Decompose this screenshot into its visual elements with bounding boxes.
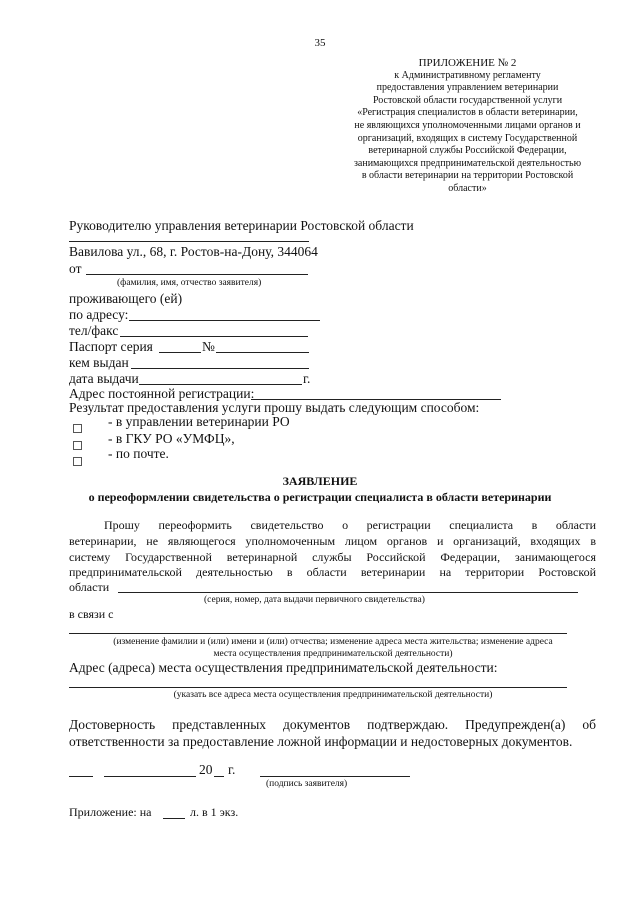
delivery-intro: Результат предоставления услуги прошу выдать следующим способом: [69, 400, 480, 415]
passport-number-field[interactable] [216, 352, 309, 353]
from-caption: (фамилия, имя, отчество заявителя) [117, 278, 262, 288]
day-field[interactable] [69, 776, 93, 777]
statement-subtitle: о переоформлении свидетельства о регистрации специалиста в области ветеринарии [88, 490, 552, 504]
attachment-pages-field[interactable] [163, 818, 185, 819]
address-field[interactable] [129, 320, 320, 321]
year-prefix: 20 [199, 762, 213, 777]
appendix-line: области» [448, 182, 487, 194]
passport-series-field[interactable] [159, 352, 201, 353]
issue-date-suffix: г. [303, 371, 311, 386]
appendix-title: ПРИЛОЖЕНИЕ № 2 [418, 57, 517, 69]
passport-number-label: № [202, 339, 215, 354]
signature-field[interactable] [260, 776, 410, 777]
statement-body-line: систему Государственной ветеринарной службы Российской Федерации, занимающегося [69, 550, 596, 564]
page-number: 35 [314, 37, 326, 49]
year-suffix: г. [228, 762, 236, 777]
appendix-line: в области ветеринарии на территории Ростовской [361, 170, 574, 182]
statement-body-line: Прошу переоформить свидетельство о регистрации специалиста в области [104, 518, 596, 532]
business-address-caption: (указать все адреса места осуществления предпринимательской деятельности) [173, 690, 493, 700]
reason-caption: места осуществления предпринимательской деятельности) [213, 649, 453, 659]
from-label: от [69, 261, 82, 276]
attachment-suffix: л. в 1 экз. [190, 805, 239, 819]
appendix-line: Ростовской области государственной услуги [372, 94, 563, 106]
appendix-line: предоставления управлением ветеринарии [376, 82, 559, 94]
statement-body-line: предпринимательской деятельностью в области ветеринарии на территории Ростовской [69, 565, 596, 579]
reason-field[interactable] [69, 633, 567, 634]
reg-address-label: Адрес постоянной регистрации: [69, 386, 255, 401]
certificate-field[interactable] [118, 592, 578, 593]
reason-label: в связи с [69, 607, 114, 621]
delivery-option-checkbox[interactable] [73, 453, 82, 471]
year-field[interactable] [214, 776, 224, 777]
appendix-line: не являющихся уполномоченными лицами органов и [354, 119, 581, 131]
issued-by-field[interactable] [131, 368, 309, 369]
confirmation-line: Достоверность представленных документов подтверждаю. Предупрежден(а) об [69, 717, 596, 732]
appendix-block [345, 57, 590, 196]
address-label: по адресу: [69, 307, 129, 322]
appendix-line: ветеринарной службы Российской Федерации, [368, 145, 567, 157]
addressee-address: Вавилова ул., 68, г. Ростов-на-Дону, 344064 [69, 244, 318, 259]
attachment-label: Приложение: на [69, 805, 152, 819]
month-field[interactable] [104, 776, 196, 777]
signature-caption: (подпись заявителя) [266, 779, 348, 789]
appendix-line: «Регистрация специалистов в области ветеринарии, [357, 107, 578, 119]
from-field[interactable] [86, 274, 308, 275]
business-address-label: Адрес (адреса) места осуществления предпринимательской деятельности: [69, 660, 498, 675]
passport-label: Паспорт серия [69, 339, 153, 354]
addressee: Руководителю управления ветеринарии Ростовской области [69, 218, 414, 233]
issue-date-label: дата выдачи [69, 371, 139, 386]
statement-title: ЗАЯВЛЕНИЕ [282, 474, 358, 488]
oblast-label: области [69, 580, 110, 594]
delivery-option-label: - в управлении ветеринарии РО [108, 414, 290, 429]
certificate-caption: (серия, номер, дата выдачи первичного свидетельства) [204, 595, 425, 605]
delivery-option-checkbox[interactable] [73, 420, 82, 438]
issued-by-label: кем выдан [69, 355, 129, 370]
residing-label: проживающего (ей) [69, 291, 183, 306]
phone-field[interactable] [120, 336, 308, 337]
addressee-underline [69, 241, 309, 242]
phone-label: тел/факс [69, 323, 119, 338]
delivery-option-label: - по почте. [108, 446, 169, 461]
delivery-option-label: - в ГКУ РО «УМФЦ», [108, 431, 235, 446]
statement-body-line: ветеринарии, не являющегося уполномоченным лицом органов и организаций, входящих в [69, 534, 596, 548]
reason-caption: (изменение фамилии и (или) имени и (или) отчества; изменение адреса места жительства; изменение адреса [113, 637, 553, 647]
confirmation-line: ответственности за предоставление ложной информации и недостоверных документов. [69, 734, 573, 749]
issue-date-field[interactable] [139, 384, 302, 385]
appendix-line: занимающихся предпринимательской деятельностью [353, 157, 582, 169]
appendix-line: к Административному регламенту [394, 69, 541, 81]
appendix-line: организаций, входящих в систему Государственной [357, 132, 578, 144]
business-address-field[interactable] [69, 687, 567, 688]
